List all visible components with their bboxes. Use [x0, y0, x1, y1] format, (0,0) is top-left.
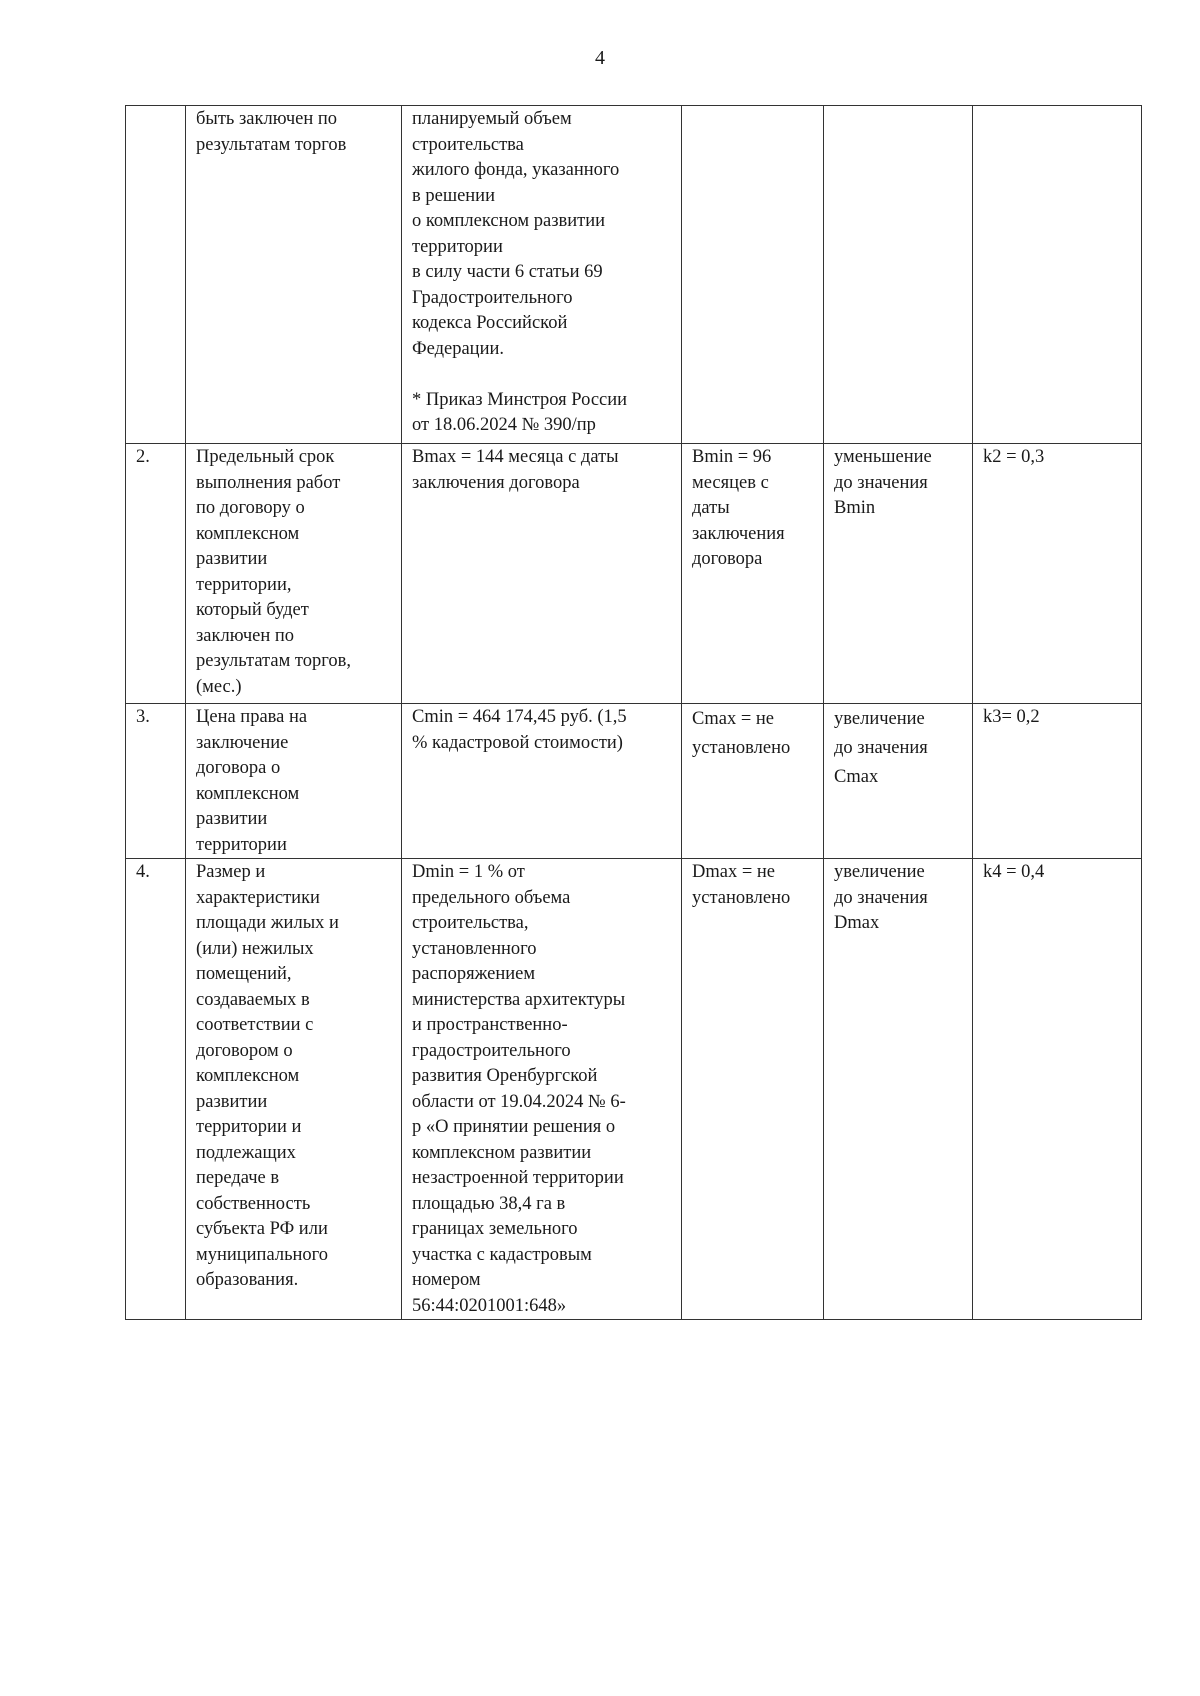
criterion-name-cell: Цена права на заключение договора о комплексном развитии территории: [186, 704, 402, 859]
criterion-value-cell: Bmax = 144 месяца с даты заключения договора: [402, 444, 682, 704]
row-number-cell: 3.: [126, 704, 186, 859]
criterion-value-cell: Cmin = 464 174,45 руб. (1,5 % кадастровой стоимости): [402, 704, 682, 859]
criterion-coefficient-cell: k2 = 0,3: [973, 444, 1142, 704]
table-row: [126, 859, 1142, 1320]
row-number-cell: 2.: [126, 444, 186, 704]
row-number-cell: 4.: [126, 859, 186, 1320]
table-row: [126, 444, 1142, 704]
criterion-limit-cell: Cmax = не установлено: [682, 704, 824, 859]
criterion-limit-cell: [682, 106, 824, 444]
criterion-coefficient-cell: k4 = 0,4: [973, 859, 1142, 1320]
row-number-cell: [126, 106, 186, 444]
criterion-value-cell: планируемый объем строительства жилого фонда, указанного в решении о комплексном развитии территории в силу части 6 статьи 69 Градостроительного кодекса Российской Федерации. * Приказ Минстроя России от 18.06.2024 № 390/пр: [402, 106, 682, 444]
criterion-name-cell: быть заключен по результатам торгов: [186, 106, 402, 444]
criterion-limit-cell: Dmax = не установлено: [682, 859, 824, 1320]
criteria-table: [125, 105, 1142, 1320]
page-number: 4: [595, 47, 605, 69]
criterion-direction-cell: увеличение до значения Dmax: [824, 859, 973, 1320]
criterion-value-cell: Dmin = 1 % от предельного объема строительства, установленного распоряжением министерства архитектуры и пространственно- градостроительного развития Оренбургской области от 19.04.2024 № 6- р «О принятии решения о комплексном развитии незастроенной территории площадью 38,4 га в границах земельного участка с кадастровым номером 56:44:0201001:648»: [402, 859, 682, 1320]
criterion-direction-cell: уменьшение до значения Bmin: [824, 444, 973, 704]
criterion-direction-cell: увеличение до значения Cmax: [824, 704, 973, 859]
table-row: [126, 704, 1142, 859]
criterion-limit-cell: Bmin = 96 месяцев с даты заключения договора: [682, 444, 824, 704]
criterion-name-cell: Предельный срок выполнения работ по договору о комплексном развитии территории, который будет заключен по результатам торгов, (мес.): [186, 444, 402, 704]
criterion-name-cell: Размер и характеристики площади жилых и (или) нежилых помещений, создаваемых в соответствии с договором о комплексном развитии территории и подлежащих передаче в собственность субъекта РФ или муниципального образования.: [186, 859, 402, 1320]
criterion-coefficient-cell: k3= 0,2: [973, 704, 1142, 859]
criterion-coefficient-cell: [973, 106, 1142, 444]
table-row: [126, 106, 1142, 444]
criterion-direction-cell: [824, 106, 973, 444]
